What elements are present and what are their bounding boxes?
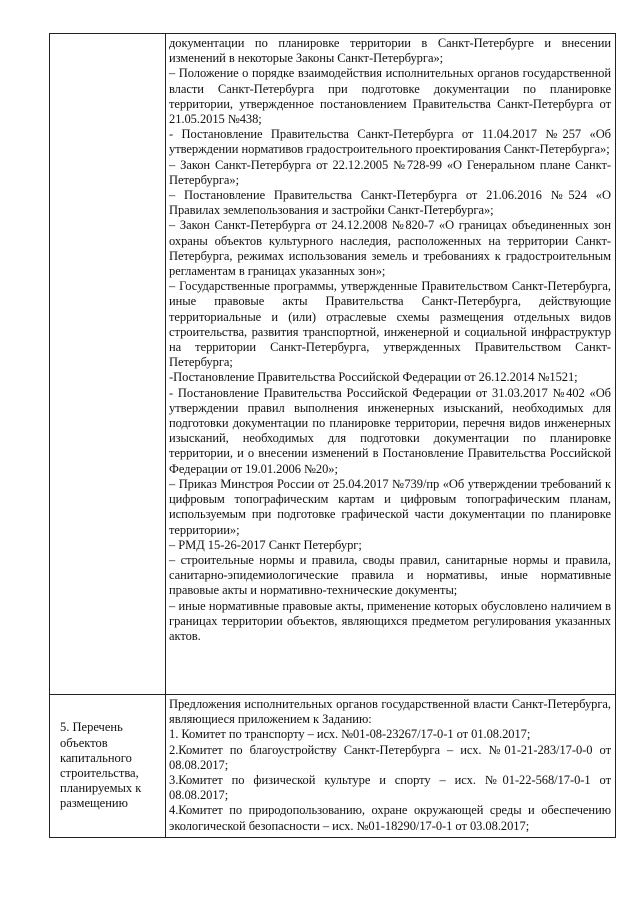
section-title: 5. Перечень объектов капитального строительства, планируемых к размещению (60, 720, 142, 811)
paragraph: – РМД 15-26-2017 Санкт Петербург; (169, 537, 362, 552)
paragraph: - Постановление Правительства Санкт-Петербурга от 11.04.2017 №257 «Об утверждении нормативов градостроительного проектирования Санкт-Петербурга»; (169, 127, 611, 157)
paragraph: 4.Комитет по природопользованию, охране окружающей среды и обеспечению экологической безопасности – исх. №01-18290/17-0-1 от 03.08.2017; (169, 803, 611, 833)
paragraph: -Постановление Правительства Российской Федерации от 26.12.2014 №1521; (169, 370, 578, 385)
paragraph: Предложения исполнительных органов государственной власти Санкт-Петербурга, являющиеся приложением к Заданию: (169, 697, 611, 727)
paragraph: – строительные нормы и правила, своды правил, санитарные нормы и правила, санитарно-эпидемиологические правила и нормативы, иные нормативные правовые акты и нормативно-технические документы; (169, 552, 611, 598)
paragraph: – Закон Санкт-Петербурга от 22.12.2005 №728-99 «О Генеральном плане Санкт-Петербурга»; (169, 157, 611, 187)
legal-acts-cell (166, 34, 616, 695)
paragraph: 2.Комитет по благоустройству Санкт-Петербурга – исх. №01-21-283/17-0-0 от 08.08.2017; (169, 742, 611, 772)
paragraph: – иные нормативные правовые акты, применение которых обусловлено наличием в границах территории объектов, являющихся предметом регулирования указанных актов. (169, 598, 611, 643)
paragraph: 1. Комитет по транспорту – исх. №01-08-23267/17-0-1 от 01.08.2017; (169, 727, 531, 742)
table-row (50, 695, 616, 838)
paragraph: 3.Комитет по физической культуре и спорту – исх. №01-22-568/17-0-1 от 08.08.2017; (169, 773, 611, 803)
paragraph: - Постановление Правительства Российской Федерации от 31.03.2017 №402 «Об утверждении правил выполнения инженерных изысканий, необходимых для подготовки документации по планировке территории, перечня видов инженерных изысканий, необходимых для подготовки документации по планировке территории, и о внесении изменений в Постановление Правительства Российской Федерации от 19.01.2006 №20»; (169, 385, 611, 476)
paragraph: – Положение о порядке взаимодействия исполнительных органов государственной власти Санкт-Петербурга при подготовке документации по планировке территории, утвержденное постановлением Правительства Санкт-Петербурга от 21.05.2015 №438; (169, 66, 611, 127)
proposals-cell (166, 695, 616, 838)
paragraph: – Закон Санкт-Петербурга от 24.12.2008 №820-7 «О границах объединенных зон охраны объектов культурного наследия, расположенных на территории Санкт-Петербурга, режимах использования земель и требованиях к градостроительным регламентам в границах указанных зон»; (169, 218, 611, 279)
paragraph: – Постановление Правительства Санкт-Петербурга от 21.06.2016 №524 «О Правилах землепользования и застройки Санкт-Петербурга»; (169, 188, 611, 218)
table-row (50, 34, 616, 695)
paragraph: – Государственные программы, утвержденные Правительством Санкт-Петербурга, иные правовые акты Правительства Санкт-Петербурга, действующие территориальные и (или) отраслевые схемы размещения отдельных видов строительства, развития транспортной, инженерной и социальной инфраструктур на территории Санкт-Петербурга, утвержденных Правительством Санкт-Петербурга; (169, 279, 611, 370)
section-title-cell (50, 695, 166, 838)
empty-section-cell (50, 34, 166, 695)
requirements-table (49, 33, 616, 838)
paragraph: – Приказ Минстроя России от 25.04.2017 №739/пр «Об утверждении требований к цифровым топографическим картам и цифровым топографическим планам, используемым при подготовке графической части документации по планировке территории»; (169, 476, 611, 537)
paragraph: документации по планировке территории в Санкт-Петербурге и внесении изменений в некоторые Законы Санкт-Петербурга»; (169, 36, 611, 66)
